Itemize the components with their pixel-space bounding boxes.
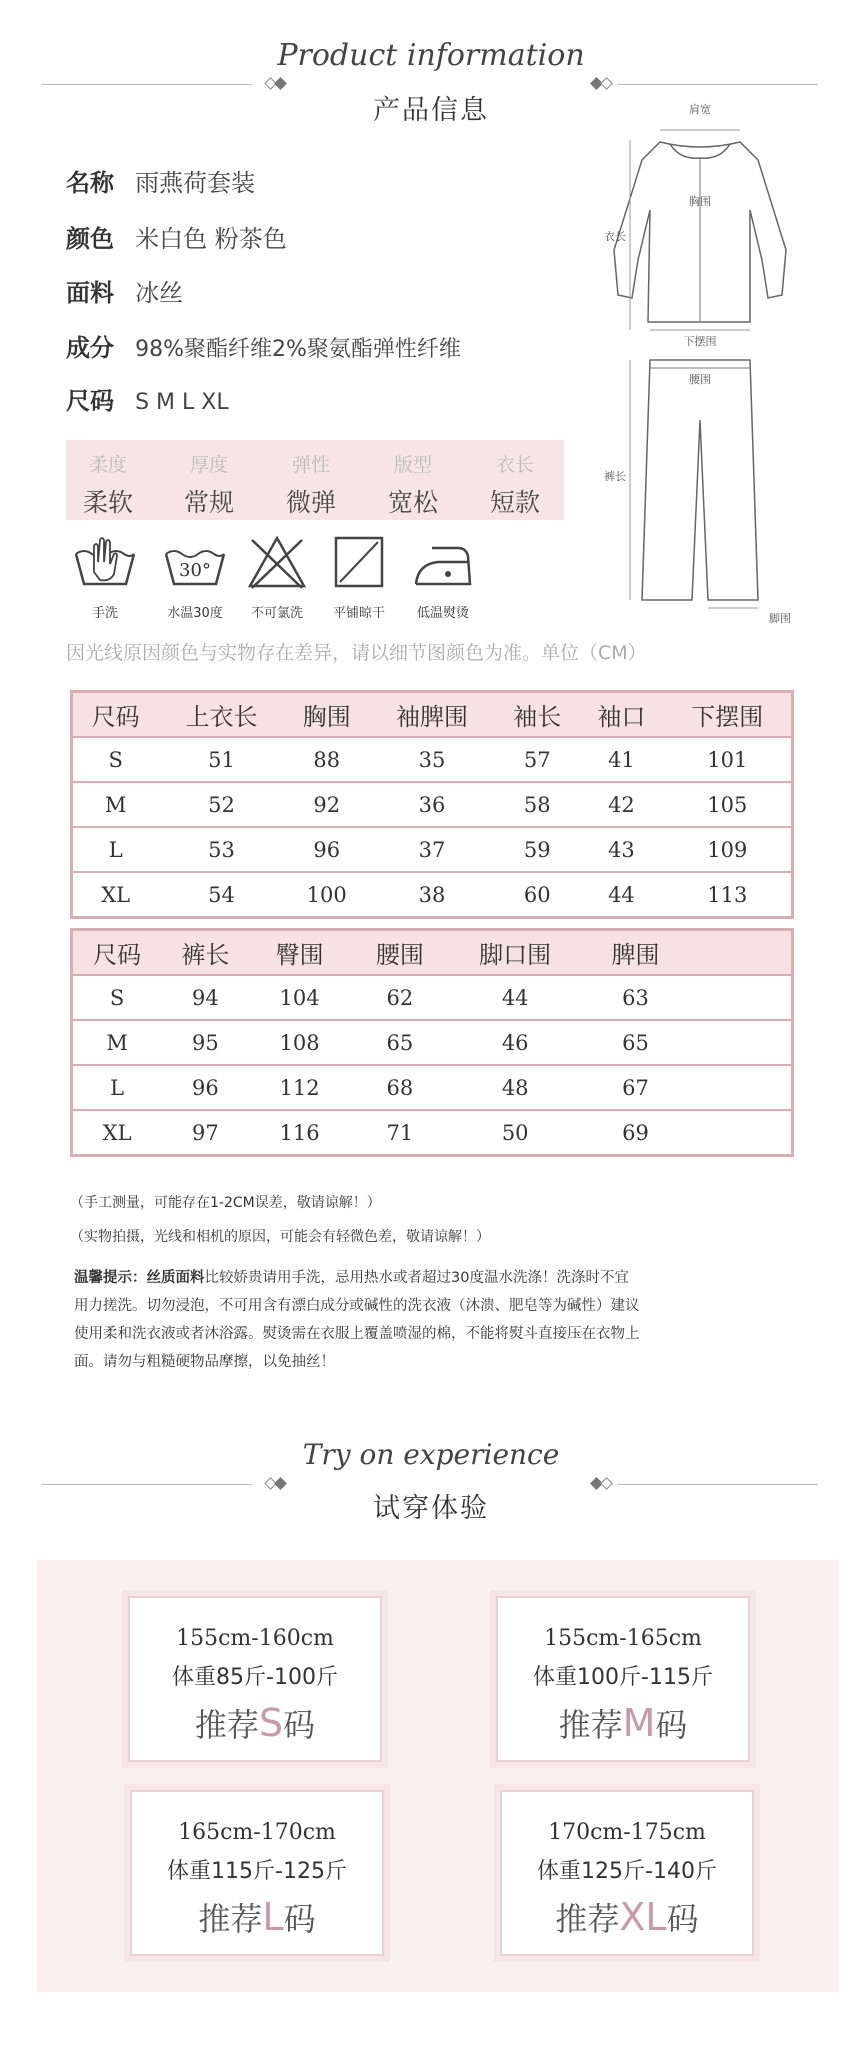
attribute-value: 常规: [183, 488, 234, 517]
diagram-label-chest: 胸围: [689, 195, 711, 208]
attribute-length: [473, 440, 557, 519]
table-cell: 68: [350, 1065, 450, 1110]
tryon-recommend: 推荐XL码: [555, 1895, 699, 1939]
table-cell: 59: [495, 827, 579, 872]
attribute-head: 厚度: [189, 454, 228, 476]
table-row: [72, 1020, 793, 1065]
table-cell: 57: [495, 737, 579, 782]
diagram-label-length: 衣长: [604, 230, 626, 243]
table-cell: 62: [350, 975, 450, 1020]
info-label: 成分: [66, 334, 114, 362]
info-row-fabric: [66, 273, 183, 308]
divider-right: [618, 84, 818, 85]
tip-line: [74, 1264, 794, 1292]
divider-right: [618, 1484, 818, 1485]
info-row-composition: [66, 328, 461, 363]
attribute-head: 版型: [393, 454, 432, 476]
care-label: 低温熨烫: [416, 606, 469, 621]
info-label: 面料: [66, 279, 114, 307]
garment-diagram: [600, 100, 840, 630]
table-cell: S: [72, 737, 159, 782]
tryon-size: L: [262, 1895, 284, 1939]
care-wash-30: [150, 532, 240, 621]
section-script-title: Product information: [277, 38, 585, 73]
tip-line: 使用柔和洗衣液或者沐浴露。熨烫需在衣服上覆盖喷湿的棉，不能将熨斗直接压在衣物上: [74, 1326, 640, 1342]
table-cell: 97: [161, 1110, 249, 1156]
attribute-value: 短款: [489, 488, 540, 517]
table-header-empty: [691, 930, 793, 976]
table-cell: 65: [350, 1020, 450, 1065]
hand-wash-icon: [70, 532, 140, 592]
remark-measure: （手工测量，可能存在1-2CM误差，敬请谅解！）: [70, 1195, 381, 1211]
table-cell: 41: [579, 737, 663, 782]
info-value: 98%聚酯纤维2%聚氨酯弹性纤维: [135, 337, 461, 362]
tryon-height: 155cm-160cm: [176, 1626, 334, 1651]
tip-line: 用力搓洗。切勿浸泡，不可用含有漂白成分或碱性的洗衣液（沐溃、肥皂等为碱性）建议: [74, 1298, 640, 1314]
attribute-box: [66, 440, 564, 520]
section-title: 试穿体验: [373, 1493, 489, 1524]
attribute-head: 弹性: [291, 454, 330, 476]
table-cell: 35: [369, 737, 495, 782]
table-cell: 44: [450, 975, 580, 1020]
table-cell: 94: [161, 975, 249, 1020]
table-cell: L: [72, 1065, 162, 1110]
table-header: 袖脾围: [369, 692, 495, 738]
table-header: 脚口围: [450, 930, 580, 976]
care-dry-flat: [314, 532, 404, 621]
table-cell: 63: [580, 975, 690, 1020]
table-cell: 58: [495, 782, 579, 827]
table-header: 袖长: [495, 692, 579, 738]
attribute-value: 宽松: [387, 488, 438, 517]
table-header: 脾围: [580, 930, 690, 976]
info-row-name: [66, 163, 255, 198]
table-cell: 54: [158, 872, 284, 918]
attribute-value: 柔软: [82, 488, 133, 517]
attribute-head: 衣长: [495, 454, 534, 476]
iron-low-icon: [408, 532, 478, 592]
table-cell: 96: [285, 827, 369, 872]
diagram-label-foot: 脚围: [769, 612, 791, 625]
table-cell: 46: [450, 1020, 580, 1065]
tryon-card-xl: [500, 1790, 754, 1956]
table-cell: 92: [285, 782, 369, 827]
tryon-card-l: [130, 1790, 384, 1956]
attribute-value: 微弹: [285, 488, 336, 517]
diagram-label-waist: 腰围: [689, 373, 711, 386]
attribute-fit: [371, 440, 455, 519]
tryon-recommend: 推荐S码: [194, 1701, 316, 1745]
tryon-weight: 体重100斤-115斤: [533, 1665, 713, 1690]
tryon-weight: 体重85斤-100斤: [172, 1665, 338, 1690]
table-cell: XL: [72, 1110, 162, 1156]
table-cell: 37: [369, 827, 495, 872]
tryon-height: 155cm-165cm: [544, 1626, 702, 1651]
info-label: 颜色: [66, 225, 114, 253]
tryon-height: 165cm-170cm: [178, 1820, 336, 1845]
size-table-bottom: [70, 928, 794, 1157]
table-cell: 88: [285, 737, 369, 782]
attribute-thickness: [167, 440, 251, 519]
table-header: 袖口: [579, 692, 663, 738]
info-value: S M L XL: [135, 390, 229, 415]
no-bleach-icon: [242, 532, 312, 592]
attribute-elasticity: [269, 440, 353, 519]
tip-text: 比较娇贵请用手洗，忌用热水或者超过30度温水洗涤！洗涤时不宜: [204, 1270, 629, 1286]
table-cell: 43: [579, 827, 663, 872]
info-row-color: [66, 219, 287, 254]
care-label: 水温30度: [167, 606, 223, 621]
table-cell: 104: [249, 975, 349, 1020]
divider-left: [42, 1484, 252, 1485]
tryon-recommend: 推荐L码: [198, 1895, 316, 1939]
info-value: 米白色 粉茶色: [135, 225, 287, 253]
remark-photo: （实物拍摄，光线和相机的原因，可能会有轻微色差，敬请谅解！）: [70, 1229, 490, 1245]
table-cell: 71: [350, 1110, 450, 1156]
table-cell: 69: [580, 1110, 690, 1156]
table-row: [72, 782, 793, 827]
table-cell: 113: [664, 872, 793, 918]
care-label: 平铺晾干: [332, 606, 385, 621]
diagram-label-hem: 下摆围: [683, 335, 717, 348]
table-cell: 48: [450, 1065, 580, 1110]
table-cell: 65: [580, 1020, 690, 1065]
table-header-row: [72, 930, 793, 976]
tryon-height: 170cm-175cm: [548, 1820, 706, 1845]
table-header: 腰围: [350, 930, 450, 976]
table-cell: 101: [664, 737, 793, 782]
tryon-recommend: 推荐M码: [558, 1701, 688, 1745]
care-label: 手洗: [91, 606, 118, 621]
section-title: 产品信息: [373, 95, 489, 126]
tryon-weight: 体重125斤-140斤: [537, 1859, 717, 1884]
divider-left: [42, 84, 252, 85]
table-header: 上衣长: [158, 692, 284, 738]
table-cell: 109: [664, 827, 793, 872]
table-cell: 105: [664, 782, 793, 827]
info-label: 尺码: [66, 387, 114, 415]
table-cell: 50: [450, 1110, 580, 1156]
tryon-size: S: [258, 1701, 284, 1745]
table-cell: M: [72, 782, 159, 827]
table-row: [72, 1065, 793, 1110]
color-note: 因光线原因颜色与实物存在差异，请以细节图颜色为准。单位（CM）: [66, 642, 647, 664]
table-cell: 51: [158, 737, 284, 782]
table-cell: L: [72, 827, 159, 872]
tryon-weight: 体重115斤-125斤: [167, 1859, 347, 1884]
table-header: 胸围: [285, 692, 369, 738]
care-label: 不可氯洗: [250, 606, 303, 621]
table-cell: S: [72, 975, 162, 1020]
tryon-card-m: [496, 1596, 750, 1762]
table-cell: 38: [369, 872, 495, 918]
care-hand-wash: [60, 532, 150, 621]
table-header: 下摆围: [664, 692, 793, 738]
table-header: 裤长: [161, 930, 249, 976]
table-cell: 100: [285, 872, 369, 918]
section-script-title: Try on experience: [302, 1438, 560, 1471]
info-value: 雨燕荷套装: [135, 169, 256, 197]
table-row: [72, 872, 793, 918]
table-cell: 95: [161, 1020, 249, 1065]
dry-flat-icon: [324, 532, 394, 592]
table-cell: 112: [249, 1065, 349, 1110]
diagram-label-pants-length: 裤长: [604, 470, 626, 483]
table-cell: 52: [158, 782, 284, 827]
table-cell: 44: [579, 872, 663, 918]
table-cell: 36: [369, 782, 495, 827]
care-iron-low: [398, 532, 488, 621]
care-tip: [74, 1264, 794, 1376]
table-cell: 108: [249, 1020, 349, 1065]
table-row: [72, 827, 793, 872]
size-table-top: [70, 690, 794, 919]
wash-temp-number: 30°: [179, 560, 211, 581]
wash-30-icon: [160, 532, 230, 592]
table-row: [72, 737, 793, 782]
attribute-head: 柔度: [88, 454, 127, 476]
tip-line: 面。请勿与粗糙硬物品摩擦，以免抽丝！: [74, 1354, 335, 1370]
info-row-size: [66, 381, 229, 416]
table-header: 尺码: [72, 692, 159, 738]
table-cell: 53: [158, 827, 284, 872]
tryon-card-s: [128, 1596, 382, 1762]
info-label: 名称: [66, 169, 114, 197]
table-header: 尺码: [72, 930, 162, 976]
table-cell: XL: [72, 872, 159, 918]
tip-label: 温馨提示：: [74, 1270, 147, 1286]
table-cell: 67: [580, 1065, 690, 1110]
table-row: [72, 1110, 793, 1156]
info-value: 冰丝: [135, 279, 184, 307]
tryon-size: XL: [619, 1895, 667, 1939]
table-cell: 96: [161, 1065, 249, 1110]
table-cell: 60: [495, 872, 579, 918]
tip-strong: 丝质面料: [146, 1270, 205, 1286]
table-cell: M: [72, 1020, 162, 1065]
attribute-softness: [66, 440, 150, 519]
table-row: [72, 975, 793, 1020]
table-cell: 116: [249, 1110, 349, 1156]
table-header-row: [72, 692, 793, 738]
table-header: 臀围: [249, 930, 349, 976]
table-cell: 42: [579, 782, 663, 827]
pants-outline: [642, 360, 758, 600]
diagram-label-shoulder: 肩宽: [689, 103, 711, 116]
tryon-size: M: [622, 1701, 656, 1745]
care-no-bleach: [232, 532, 322, 621]
